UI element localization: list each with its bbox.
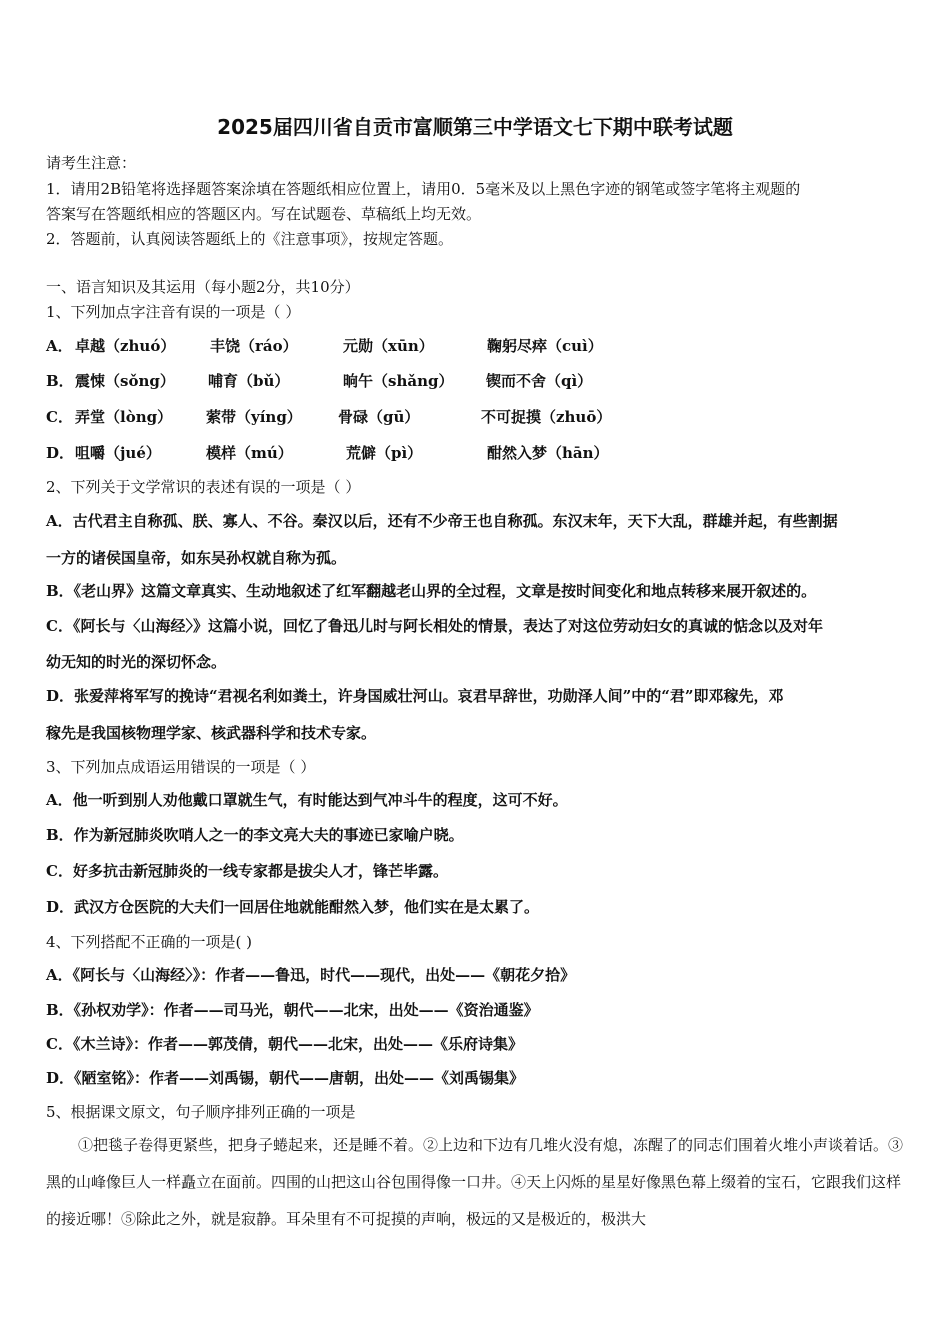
option-item: 骨碌（gū） [338,408,420,426]
question-3-option-d: D．武汉方仓医院的大夫们一回居住地就能酣然入梦，他们实在是太累了。 [46,898,540,916]
option-item: 卓越（zhuó） [75,337,176,355]
option-item: 锲而不舍（qì） [486,372,593,390]
question-1-stem: 1、下列加点字注音有误的一项是（ ） [46,303,301,321]
notice-item-1-line-2: 答案写在答题纸相应的答题区内。写在试题卷、草稿纸上均无效。 [46,205,482,223]
question-2-option-d-line-2: 稼先是我国核物理学家、核武器科学和技术专家。 [46,724,377,742]
question-2-option-a-line-1: A．古代君主自称孤、朕、寡人、不谷。秦汉以后，还有不少帝王也自称孤。东汉末年，天下大乱，群雄并起，有些割据 [46,512,838,530]
page-title: 2025届四川省自贡市富顺第三中学语文七下期中联考试题 [217,115,733,139]
question-2-option-c-line-2: 幼无知的时光的深切怀念。 [46,653,227,671]
option-item: 酣然入梦（hān） [487,444,609,462]
question-2-option-a-line-2: 一方的诸侯国皇帝，如东吴孙权就自称为孤。 [46,549,347,567]
option-item: 晌午（shǎng） [343,372,454,390]
question-3-stem: 3、下列加点成语运用错误的一项是（ ） [46,758,316,776]
option-label: D． [46,444,75,462]
notice-item-2: 2．答题前，认真阅读答题纸上的《注意事项》，按规定答题。 [46,230,454,248]
notice-heading: 请考生注意： [46,154,137,172]
question-2-option-c-line-1: C．《阿长与〈山海经〉》这篇小说，回忆了鲁迅儿时与阿长相处的情景，表达了对这位劳动妇女的真诚的惦念以及对年 [46,617,823,635]
option-item: 萦带（yíng） [206,408,302,426]
option-item: 弄堂（lòng） [75,408,173,426]
option-item: 鞠躬尽瘁（cuì） [487,337,603,355]
question-3-option-c: C．好多抗击新冠肺炎的一线专家都是拔尖人才，锋芒毕露。 [46,862,448,880]
question-5-stem: 5、根据课文原文，句子顺序排列正确的一项是 [46,1103,356,1121]
question-5-passage: ①把毯子卷得更紧些，把身子蜷起来，还是睡不着。②上边和下边有几堆火没有熄，冻醒了的同志们围着火堆小声谈着话。③黑的山峰像巨人一样矗立在面前。四围的山把这山谷包围得像一口井。④天上闪烁的星星好像黑色幕上缀着的宝石，它跟我们这样的接近哪！⑤除此之外，就是寂静。耳朵里有不可捉摸的声响，极远的又是极近的，极洪大 [46,1136,904,1228]
section-heading: 一、语言知识及其运用（每小题2分，共10分） [46,278,360,296]
question-4-option-c: C．《木兰诗》：作者——郭茂倩，朝代——北宋，出处——《乐府诗集》 [46,1035,523,1053]
option-item: 荒僻（pì） [346,444,423,462]
question-2-option-b: B．《老山界》这篇文章真实、生动地叙述了红军翻越老山界的全过程，文章是按时间变化和地点转移来展开叙述的。 [46,582,817,600]
option-item: 震悚（sǒng） [75,372,175,390]
option-label: B． [46,372,74,390]
question-4-stem: 4、下列搭配不正确的一项是( ) [46,933,253,951]
question-3-option-b: B．作为新冠肺炎吹哨人之一的李文亮大夫的事迹已家喻户晓。 [46,826,464,844]
question-2-option-d-line-1: D．张爱萍将军写的挽诗“君视名利如粪土，许身国威壮河山。哀君早辞世，功勋泽人间”中的“君”即邓稼先，邓 [46,687,784,705]
question-2-stem: 2、下列关于文学常识的表述有误的一项是（ ） [46,478,361,496]
option-item: 丰饶（ráo） [210,337,298,355]
question-4-option-a: A．《阿长与〈山海经〉》：作者——鲁迅，时代——现代，出处——《朝花夕拾》 [46,966,576,984]
option-label: A． [46,337,73,355]
option-item: 哺育（bǔ） [208,372,290,390]
question-4-option-d: D．《陋室铭》：作者——刘禹锡，朝代——唐朝，出处——《刘禹锡集》 [46,1069,525,1087]
question-3-option-a: A．他一听到别人劝他戴口罩就生气，有时能达到气冲斗牛的程度，这可不好。 [46,791,568,809]
option-item: 咀嚼（jué） [75,444,161,462]
notice-item-1-line-1: 1．请用2B铅笔将选择题答案涂填在答题纸相应位置上，请用0．5毫米及以上黑色字迹的钢笔或签字笔将主观题的 [46,180,801,198]
option-item: 模样（mú） [206,444,293,462]
option-label: C． [46,408,73,426]
question-4-option-b: B．《孙权劝学》：作者——司马光，朝代——北宋，出处——《资治通鉴》 [46,1001,539,1019]
option-item: 不可捉摸（zhuō） [481,408,612,426]
option-item: 元勋（xūn） [343,337,434,355]
